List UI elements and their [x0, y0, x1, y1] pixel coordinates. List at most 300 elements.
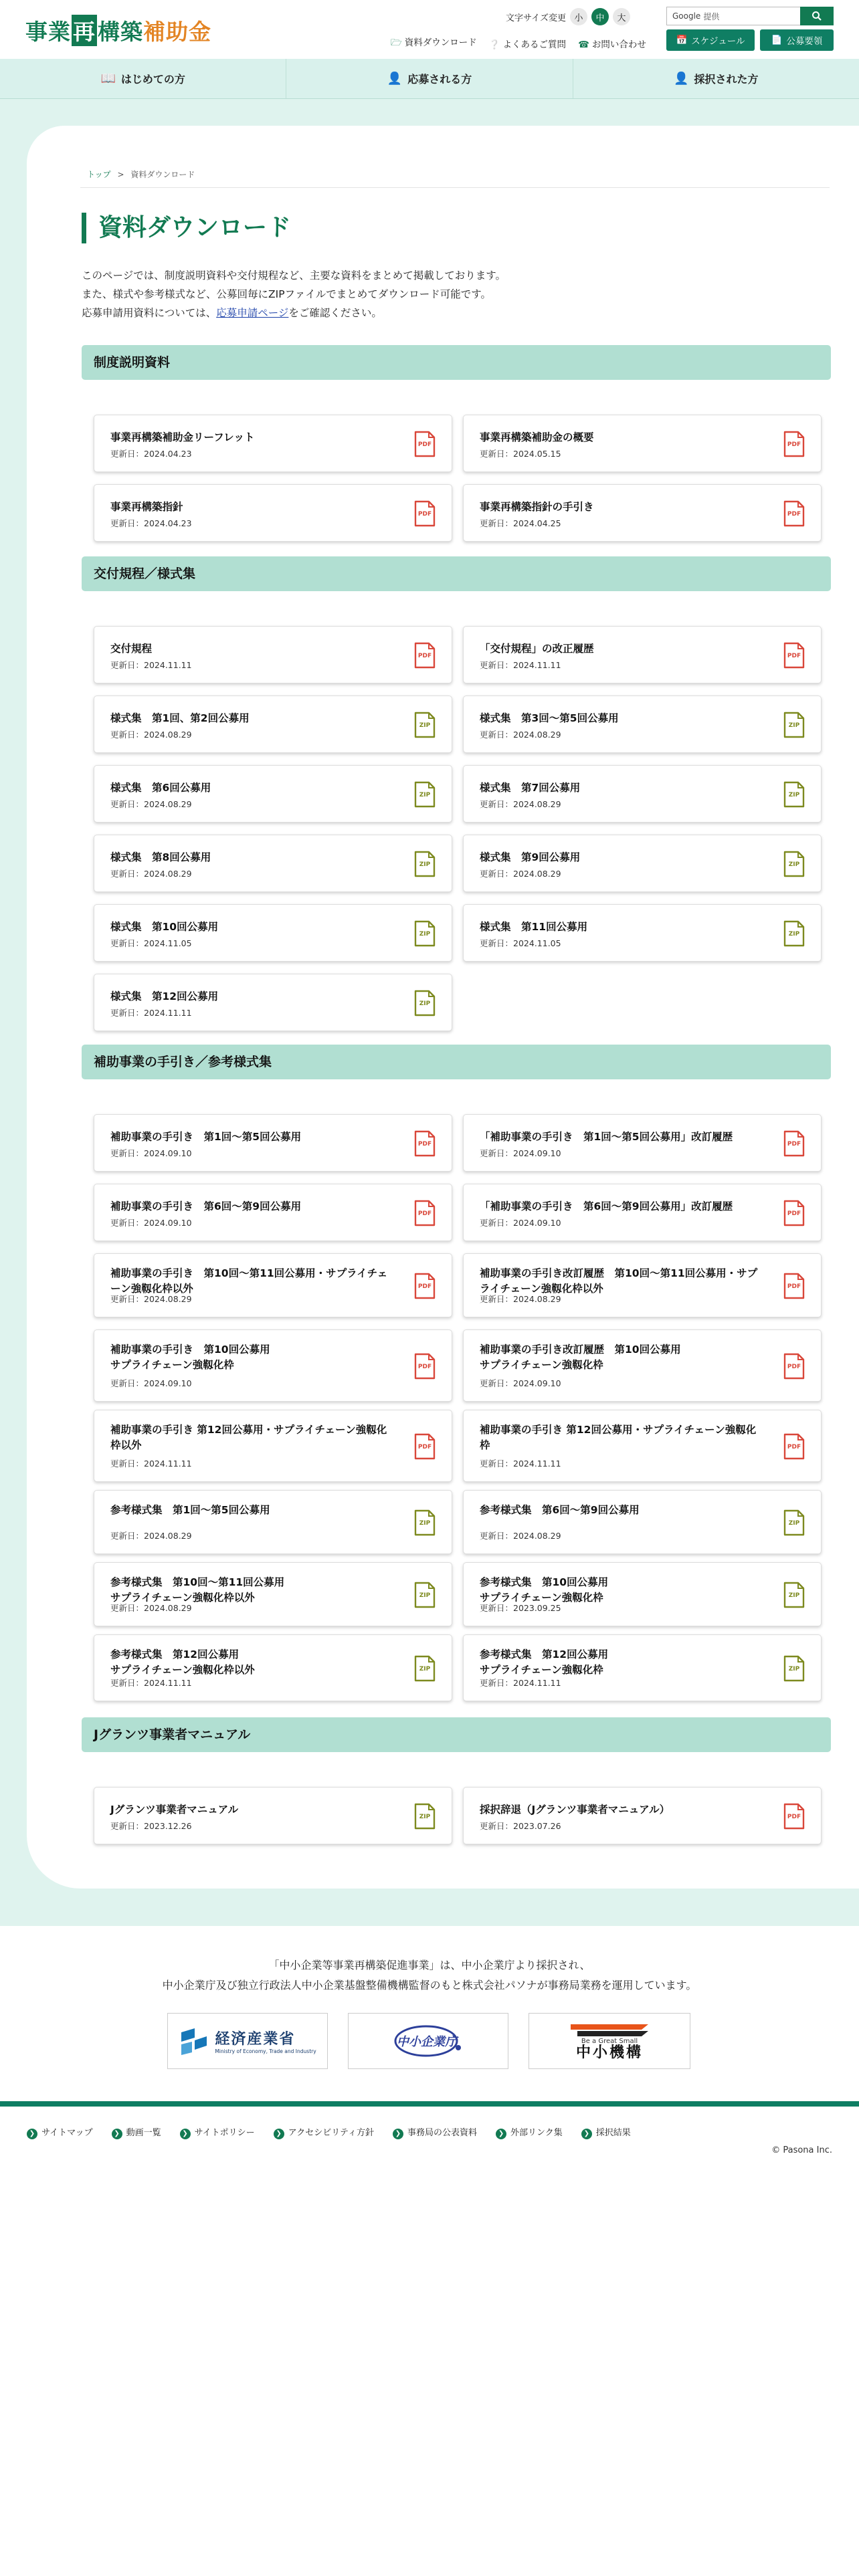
- download-item-title: 事業再構築補助金リーフレット: [110, 431, 255, 443]
- nav-item-applicants[interactable]: [286, 59, 573, 98]
- file-type-label: PDF: [417, 441, 432, 448]
- breadcrumb-home[interactable]: トップ: [87, 170, 111, 179]
- download-item-date: [110, 1820, 192, 1832]
- file-type-label: ZIP: [419, 1666, 431, 1673]
- footer-link[interactable]: [274, 2125, 374, 2139]
- footer-link[interactable]: [112, 2125, 161, 2139]
- footer-links: [27, 2125, 631, 2139]
- search-placeholder: 提供: [703, 11, 720, 21]
- pdf-file-icon: [783, 1433, 805, 1460]
- download-item-date: [480, 659, 561, 671]
- download-item-date: [480, 1293, 561, 1305]
- footer-link-label: 採択結果: [595, 2128, 631, 2138]
- date-value: 2024.09.10: [513, 1148, 561, 1158]
- date-prefix: 更新日：: [480, 869, 514, 879]
- pdf-file-icon: [414, 431, 436, 457]
- download-item-date: [480, 1529, 561, 1541]
- date-prefix: 更新日：: [480, 730, 514, 740]
- date-prefix: 更新日：: [110, 1218, 145, 1228]
- footer-link-label: 動画一覧: [126, 2128, 161, 2138]
- footer-note: [0, 1955, 859, 1996]
- koubo-button[interactable]: [760, 29, 834, 51]
- copyright: © Pasona Inc.: [771, 2145, 832, 2155]
- zip-file-icon: [414, 1509, 436, 1536]
- date-value: 2024.11.11: [144, 1678, 192, 1688]
- date-prefix: 更新日：: [480, 1378, 514, 1388]
- download-item[interactable]: [94, 974, 452, 1031]
- chevron-right-icon: ❯: [180, 2129, 191, 2139]
- date-value: 2024.09.10: [513, 1218, 561, 1228]
- download-item-title: 事業再構築補助金の概要: [480, 431, 594, 443]
- header-link-label: よくあるご質問: [502, 39, 567, 50]
- file-type-label: ZIP: [419, 1814, 431, 1820]
- date-prefix: 更新日：: [110, 1531, 145, 1541]
- download-item-date: [110, 1602, 192, 1614]
- footer-link[interactable]: [180, 2125, 255, 2139]
- date-prefix: 更新日：: [110, 1821, 145, 1831]
- nav-label: はじめての方: [120, 73, 185, 86]
- download-item-title: 補助事業の手引き 第10回～第11回公募用・サプライチェーン強靱化枠以外: [110, 1267, 388, 1295]
- date-value: 2024.08.29: [144, 1531, 192, 1541]
- date-value: 2024.08.29: [144, 1294, 192, 1304]
- download-item[interactable]: [463, 1787, 822, 1844]
- intro-text: [82, 266, 506, 322]
- download-item-title: 「補助事業の手引き 第1回～第5回公募用」改訂履歴: [480, 1131, 733, 1143]
- nav-item-beginners[interactable]: [0, 59, 286, 98]
- download-item-date: [110, 1006, 192, 1018]
- file-type-label: PDF: [787, 1210, 801, 1217]
- footer-link-label: 外部リンク集: [510, 2128, 563, 2138]
- download-item-date: [480, 867, 561, 879]
- document-icon: 📄: [771, 35, 783, 45]
- file-type-label: PDF: [787, 1364, 801, 1370]
- download-item-title: 参考様式集 第10回公募用 サプライチェーン強靱化枠: [480, 1576, 609, 1604]
- date-prefix: 更新日：: [480, 1294, 514, 1304]
- file-type-label: PDF: [417, 1283, 432, 1290]
- smrj-emblem-icon: [569, 2022, 650, 2038]
- zip-file-icon: [783, 920, 805, 947]
- download-item[interactable]: [463, 1329, 822, 1402]
- download-item-title: 補助事業の手引き改訂履歴 第10回公募用 サプライチェーン強靱化枠: [480, 1344, 681, 1371]
- pdf-file-icon: [414, 1433, 436, 1460]
- file-type-label: PDF: [417, 511, 432, 518]
- date-prefix: 更新日：: [480, 660, 514, 670]
- download-item[interactable]: [463, 415, 822, 472]
- download-item-title: 「交付規程」の改正履歴: [480, 643, 594, 655]
- date-value: 2024.09.10: [144, 1218, 192, 1228]
- person-filled-icon: 👤: [674, 72, 689, 86]
- download-item-date: [480, 798, 561, 810]
- download-item-date: [110, 1216, 192, 1228]
- footer-link[interactable]: [581, 2125, 631, 2139]
- download-item-date: [110, 1293, 192, 1305]
- download-item-title: 補助事業の手引き 第12回公募用・サプライチェーン強靱化枠: [480, 1424, 757, 1451]
- file-type-label: ZIP: [419, 1520, 431, 1527]
- breadcrumb-current: 資料ダウンロード: [130, 170, 195, 179]
- file-type-label: PDF: [787, 1141, 801, 1148]
- schedule-button[interactable]: [666, 29, 755, 51]
- folder-icon: 🗁: [391, 37, 402, 48]
- global-nav: [0, 59, 859, 99]
- pdf-file-icon: [783, 1803, 805, 1830]
- person-icon: 👤: [387, 72, 403, 86]
- pdf-file-icon: [783, 642, 805, 669]
- download-item[interactable]: [94, 1787, 452, 1844]
- smrj-logo[interactable]: [529, 2013, 690, 2069]
- file-type-label: PDF: [787, 1444, 801, 1451]
- pdf-file-icon: [414, 1130, 436, 1157]
- date-prefix: 更新日：: [480, 799, 514, 809]
- date-prefix: 更新日：: [480, 1531, 514, 1541]
- date-prefix: 更新日：: [480, 518, 514, 528]
- date-value: 2024.08.29: [513, 869, 561, 879]
- download-item-title: 様式集 第1回、第2回公募用: [110, 712, 250, 724]
- intro-line-1: このページでは、制度説明資料や交付規程など、主要な資料をまとめて掲載しております。: [82, 270, 506, 282]
- date-prefix: 更新日：: [110, 449, 145, 459]
- download-item[interactable]: [463, 1114, 822, 1172]
- breadcrumb: [87, 169, 195, 180]
- file-type-label: ZIP: [788, 1520, 800, 1527]
- date-prefix: 更新日：: [110, 660, 145, 670]
- section-heading: Jグランツ事業者マニュアル: [82, 1717, 831, 1752]
- pdf-file-icon: [783, 1130, 805, 1157]
- download-item-title: 補助事業の手引き 第1回～第5回公募用: [110, 1131, 302, 1143]
- schedule-button-label: スケジュール: [691, 36, 745, 47]
- date-prefix: 更新日：: [110, 730, 145, 740]
- meti-logo[interactable]: [167, 2013, 328, 2069]
- date-value: 2024.05.15: [513, 449, 561, 459]
- download-item[interactable]: [94, 1490, 452, 1554]
- header-link-label: 資料ダウンロード: [404, 37, 477, 48]
- footer-link[interactable]: [393, 2125, 477, 2139]
- download-item-title: 参考様式集 第12回公募用 サプライチェーン強靱化枠: [480, 1648, 609, 1676]
- download-item-title: 参考様式集 第1回～第5回公募用: [110, 1504, 270, 1516]
- download-item-date: [110, 798, 192, 810]
- file-type-label: ZIP: [419, 861, 431, 868]
- chevron-right-icon: ❯: [496, 2129, 506, 2139]
- download-item-date: [480, 1820, 561, 1832]
- download-item[interactable]: [463, 695, 822, 753]
- download-item-title: 交付規程: [110, 643, 153, 655]
- footer-link[interactable]: [496, 2125, 563, 2139]
- download-item[interactable]: [463, 1562, 822, 1626]
- site-logo[interactable]: [25, 15, 211, 46]
- file-type-label: PDF: [787, 1814, 801, 1820]
- zip-file-icon: [414, 851, 436, 877]
- download-item[interactable]: [94, 695, 452, 753]
- smrj-logo-text: 中小機構: [575, 2044, 643, 2061]
- file-type-label: ZIP: [419, 1592, 431, 1599]
- search-input[interactable]: [666, 7, 800, 25]
- download-item-title: 様式集 第8回公募用: [110, 851, 211, 863]
- search-icon: [812, 11, 822, 21]
- date-value: 2024.08.29: [144, 730, 192, 740]
- site-search: [666, 7, 834, 25]
- pdf-file-icon: [783, 431, 805, 457]
- koubo-button-label: 公募要領: [786, 36, 823, 47]
- download-item-title: 補助事業の手引き 第6回～第9回公募用: [110, 1200, 302, 1212]
- intro-line-3: [82, 304, 506, 322]
- chevron-right-icon: ❯: [393, 2129, 403, 2139]
- download-item[interactable]: [94, 484, 452, 542]
- download-item[interactable]: [94, 1114, 452, 1172]
- date-value: 2024.08.29: [144, 869, 192, 879]
- date-value: 2024.11.11: [144, 1459, 192, 1469]
- header-link-label: お問い合わせ: [591, 39, 646, 50]
- nav-item-adopted[interactable]: [573, 59, 859, 98]
- footer-link-label: サイトポリシー: [194, 2128, 255, 2138]
- download-item[interactable]: [463, 484, 822, 542]
- download-item[interactable]: [94, 904, 452, 962]
- question-icon: ❔: [488, 39, 500, 50]
- download-item[interactable]: [463, 626, 822, 683]
- download-item[interactable]: [463, 904, 822, 962]
- download-item-date: [110, 447, 192, 459]
- header-link-contact[interactable]: [578, 37, 646, 50]
- font-size-medium-button[interactable]: 中: [591, 8, 609, 25]
- file-type-label: PDF: [417, 1444, 432, 1451]
- date-prefix: 更新日：: [110, 938, 145, 948]
- file-type-label: ZIP: [419, 792, 431, 798]
- download-item-title: 補助事業の手引き改訂履歴 第10回～第11回公募用・サプライチェーン強靱化枠以外: [480, 1267, 758, 1295]
- chevron-right-icon: ❯: [112, 2129, 122, 2139]
- download-item-date: [110, 659, 192, 671]
- nav-label: 採択された方: [694, 73, 759, 86]
- download-item-title: 様式集 第3回～第5回公募用: [480, 712, 619, 724]
- date-prefix: 更新日：: [110, 1603, 145, 1613]
- download-item-date: [480, 937, 561, 949]
- date-value: 2024.11.11: [513, 660, 561, 670]
- download-item[interactable]: [463, 1253, 822, 1317]
- download-item-date: [110, 1677, 192, 1689]
- date-prefix: 更新日：: [110, 1008, 145, 1018]
- download-item[interactable]: [94, 1634, 452, 1701]
- zip-file-icon: [414, 712, 436, 738]
- download-item-date: [110, 867, 192, 879]
- date-value: 2024.04.23: [144, 518, 192, 528]
- site-header: [0, 0, 859, 59]
- download-item-title: 「補助事業の手引き 第6回～第9回公募用」改訂履歴: [480, 1200, 733, 1212]
- calendar-icon: 📅: [676, 35, 688, 45]
- download-item[interactable]: [94, 626, 452, 683]
- font-size-label: 文字サイズ変更: [506, 13, 566, 23]
- download-item-date: [480, 447, 561, 459]
- date-value: 2024.11.11: [513, 1459, 561, 1469]
- download-item-title: 事業再構築指針の手引き: [480, 501, 594, 513]
- chevron-right-icon: ❯: [27, 2129, 37, 2139]
- breadcrumb-separator: >: [117, 170, 124, 179]
- download-item-date: [110, 1147, 192, 1159]
- file-type-label: PDF: [787, 511, 801, 518]
- date-prefix: 更新日：: [480, 1148, 514, 1158]
- date-value: 2023.09.25: [513, 1603, 561, 1613]
- download-item[interactable]: [94, 1253, 452, 1317]
- font-size-large-button[interactable]: 大: [613, 8, 630, 25]
- date-prefix: 更新日：: [480, 449, 514, 459]
- download-item-date: [480, 1677, 561, 1689]
- download-item[interactable]: [94, 1184, 452, 1241]
- date-prefix: 更新日：: [110, 1459, 145, 1469]
- download-item-title: 様式集 第7回公募用: [480, 782, 581, 794]
- date-value: 2024.04.23: [144, 449, 192, 459]
- zip-file-icon: [783, 712, 805, 738]
- file-type-label: PDF: [787, 653, 801, 659]
- chevron-right-icon: ❯: [274, 2129, 284, 2139]
- font-size-switcher: [506, 8, 630, 25]
- logo-text-2: 再: [72, 15, 97, 46]
- header-link-download[interactable]: [391, 35, 477, 51]
- download-item[interactable]: [94, 415, 452, 472]
- date-prefix: 更新日：: [480, 938, 514, 948]
- zip-file-icon: [783, 781, 805, 808]
- zip-file-icon: [783, 1509, 805, 1536]
- date-prefix: 更新日：: [480, 1603, 514, 1613]
- date-prefix: 更新日：: [480, 1218, 514, 1228]
- download-item-date: [110, 517, 192, 529]
- download-item-date: [110, 1529, 192, 1541]
- download-item-title: 補助事業の手引き 第10回公募用 サプライチェーン強靱化枠: [110, 1344, 270, 1371]
- file-type-label: ZIP: [419, 1000, 431, 1007]
- footer-link-label: サイトマップ: [41, 2128, 93, 2138]
- file-type-label: PDF: [787, 441, 801, 448]
- sme-agency-logo-text: 中小企業庁: [397, 2035, 457, 2049]
- date-prefix: 更新日：: [480, 1459, 514, 1469]
- date-value: 2024.11.11: [513, 1678, 561, 1688]
- pdf-file-icon: [414, 642, 436, 669]
- zip-file-icon: [783, 1655, 805, 1682]
- download-item[interactable]: [94, 1329, 452, 1402]
- phone-icon: ☎: [578, 39, 589, 50]
- download-item-date: [480, 1216, 561, 1228]
- download-item[interactable]: [94, 1562, 452, 1626]
- download-item-date: [480, 517, 561, 529]
- date-prefix: 更新日：: [110, 518, 145, 528]
- file-type-label: ZIP: [788, 861, 800, 868]
- pdf-file-icon: [414, 500, 436, 527]
- download-item[interactable]: [94, 765, 452, 823]
- zip-file-icon: [783, 851, 805, 877]
- zip-file-icon: [414, 920, 436, 947]
- date-value: 2024.11.05: [513, 938, 561, 948]
- file-type-label: PDF: [787, 1283, 801, 1290]
- download-item-date: [110, 728, 192, 740]
- book-icon: 📖: [100, 72, 116, 86]
- download-item-title: 様式集 第12回公募用: [110, 990, 219, 1002]
- section-heading: 制度説明資料: [82, 345, 831, 380]
- nav-label: 応募される方: [407, 73, 472, 86]
- download-item[interactable]: [94, 1410, 452, 1482]
- date-value: 2024.11.11: [144, 660, 192, 670]
- zip-file-icon: [414, 1655, 436, 1682]
- download-item-title: 様式集 第9回公募用: [480, 851, 581, 863]
- download-item-title: 様式集 第11回公募用: [480, 921, 588, 933]
- download-item-title: 参考様式集 第6回～第9回公募用: [480, 1504, 640, 1516]
- download-item[interactable]: [463, 1410, 822, 1482]
- zip-file-icon: [414, 781, 436, 808]
- chevron-right-icon: ❯: [581, 2129, 592, 2139]
- breadcrumb-divider: [80, 187, 830, 188]
- footer-note-line-2: 中小企業庁及び独立行政法人中小企業基盤整備機構監督のもと株式会社パソナが事務局業務を運用しています。: [162, 1979, 697, 1992]
- download-item-date: [480, 1147, 561, 1159]
- download-item[interactable]: [463, 1490, 822, 1554]
- download-item[interactable]: [463, 1634, 822, 1701]
- logo-text-3: 構築: [98, 19, 143, 45]
- date-prefix: 更新日：: [110, 1148, 145, 1158]
- search-button[interactable]: [800, 7, 834, 25]
- download-item-title: 様式集 第6回公募用: [110, 782, 211, 794]
- date-prefix: 更新日：: [110, 1378, 145, 1388]
- meti-logo-jp: 経済産業省: [215, 2031, 296, 2048]
- date-value: 2024.11.11: [144, 1008, 192, 1018]
- date-value: 2023.07.26: [513, 1821, 561, 1831]
- download-item-date: [110, 1457, 192, 1469]
- smrj-tagline: Be a Great Small: [581, 2037, 638, 2045]
- file-type-label: PDF: [417, 1210, 432, 1217]
- file-type-label: ZIP: [419, 931, 431, 938]
- file-type-label: ZIP: [788, 931, 800, 938]
- download-item-date: [480, 1457, 561, 1469]
- file-type-label: ZIP: [419, 722, 431, 729]
- download-item-title: 補助事業の手引き 第12回公募用・サプライチェーン強靱化枠以外: [110, 1424, 387, 1451]
- date-prefix: 更新日：: [480, 1678, 514, 1688]
- footer-link-label: 事務局の公表資料: [407, 2128, 478, 2138]
- date-value: 2024.08.29: [144, 799, 192, 809]
- zip-file-icon: [414, 1582, 436, 1608]
- date-value: 2024.08.29: [513, 1531, 561, 1541]
- file-type-label: ZIP: [788, 1592, 800, 1599]
- download-item-title: 参考様式集 第12回公募用 サプライチェーン強靱化枠以外: [110, 1648, 255, 1676]
- download-item-title: 採択辞退（Jグランツ事業者マニュアル）: [480, 1804, 670, 1816]
- download-item-date: [110, 937, 192, 949]
- download-item-title: 参考様式集 第10回～第11回公募用 サプライチェーン強靱化枠以外: [110, 1576, 285, 1604]
- intro-line-2: また、様式や参考様式など、公募回毎にZIPファイルでまとめてダウンロード可能です。: [82, 288, 491, 300]
- date-value: 2024.08.29: [513, 799, 561, 809]
- zip-file-icon: [783, 1582, 805, 1608]
- section-heading: 補助事業の手引き／参考様式集: [82, 1045, 831, 1079]
- download-item[interactable]: [463, 765, 822, 823]
- download-item-title: Jグランツ事業者マニュアル: [110, 1804, 239, 1816]
- download-item[interactable]: [463, 835, 822, 892]
- meti-emblem-icon: [179, 2026, 209, 2056]
- pdf-file-icon: [414, 1200, 436, 1226]
- pdf-file-icon: [783, 500, 805, 527]
- footer-link[interactable]: [27, 2125, 93, 2139]
- footer-note-line-1: 「中小企業等事業再構築促進事業」は、中小企業庁より採択され、: [268, 1959, 591, 1971]
- pdf-file-icon: [783, 1200, 805, 1226]
- apply-page-link[interactable]: 応募申請ページ: [216, 307, 289, 319]
- font-size-small-button[interactable]: 小: [570, 8, 587, 25]
- pdf-file-icon: [414, 1353, 436, 1380]
- date-prefix: 更新日：: [110, 799, 145, 809]
- date-value: 2024.09.10: [144, 1148, 192, 1158]
- date-prefix: 更新日：: [110, 869, 145, 879]
- sme-agency-logo[interactable]: [348, 2013, 508, 2069]
- section-heading: 交付規程／様式集: [82, 556, 831, 591]
- header-link-faq[interactable]: [489, 37, 566, 50]
- page-title: 資料ダウンロード: [82, 213, 291, 243]
- date-prefix: 更新日：: [480, 1821, 514, 1831]
- date-value: 2024.08.29: [144, 1603, 192, 1613]
- date-prefix: 更新日：: [110, 1294, 145, 1304]
- header-links: [391, 35, 646, 51]
- file-type-label: ZIP: [788, 722, 800, 729]
- zip-file-icon: [414, 1803, 436, 1830]
- download-item[interactable]: [94, 835, 452, 892]
- download-item[interactable]: [463, 1184, 822, 1241]
- download-item-date: [480, 1602, 561, 1614]
- file-type-label: PDF: [417, 1364, 432, 1370]
- search-brand: Google: [672, 11, 701, 21]
